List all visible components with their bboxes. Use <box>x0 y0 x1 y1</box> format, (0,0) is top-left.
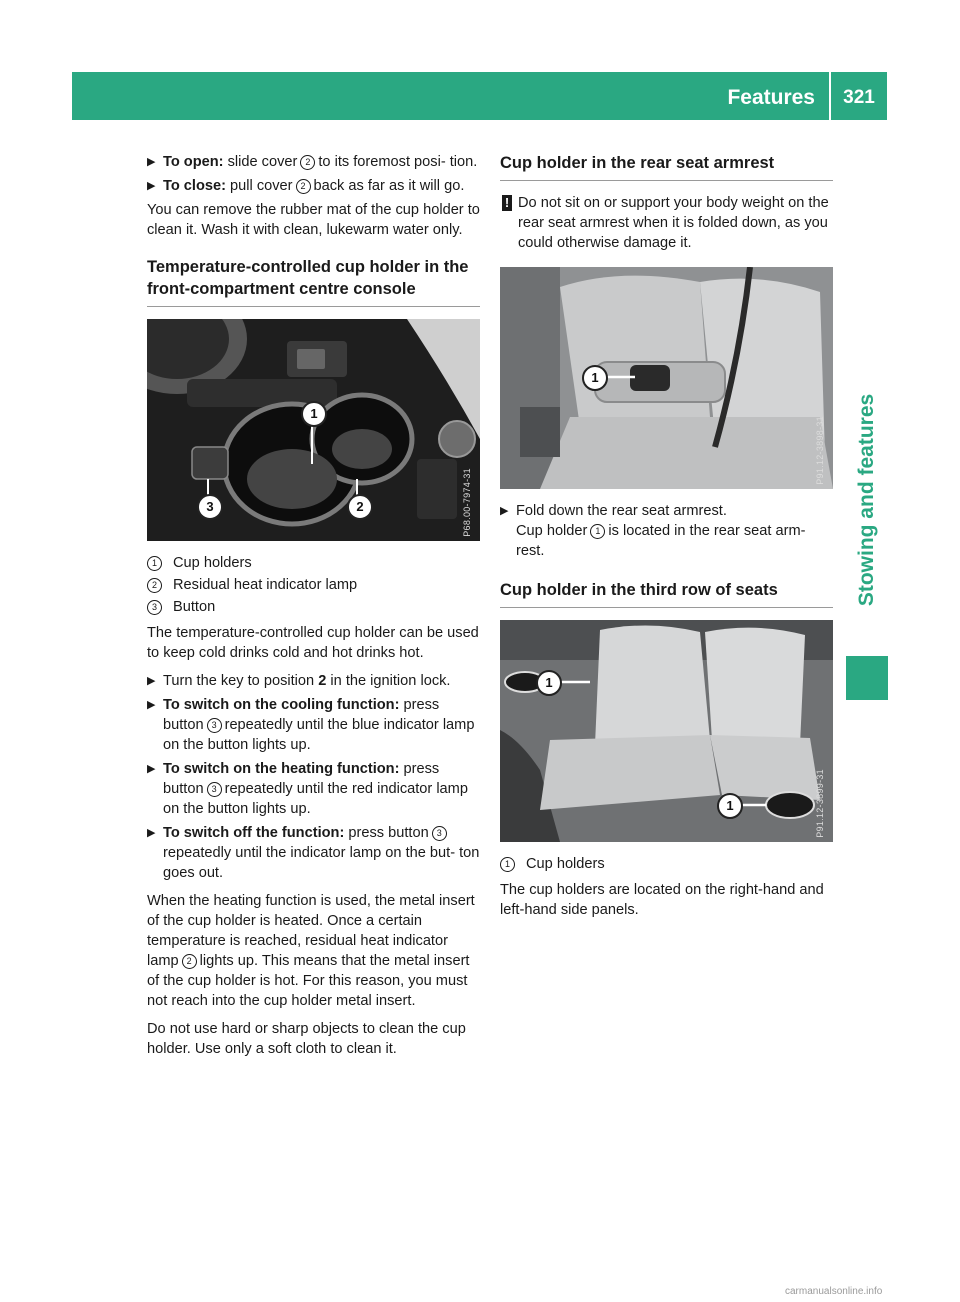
step-text: repeatedly until the indicator lamp on the but- ton goes out. <box>163 845 480 881</box>
rear-armrest-illustration <box>500 267 833 489</box>
step-cooling <box>147 695 480 755</box>
step-arrow-icon: ▶ <box>147 180 156 192</box>
callout-1: 1 <box>301 401 327 427</box>
step-label: 2 <box>318 673 327 689</box>
legend-item <box>147 597 480 617</box>
step-text: in the ignition lock. <box>330 673 451 689</box>
paragraph-text: lights up. This means that the metal insert of the cup holder is hot. For this reason, you must not reach into the cup holder metal insert. <box>147 953 470 1009</box>
callout-ref: 3 <box>432 826 447 841</box>
step-text: Fold down the rear seat armrest. <box>516 503 727 519</box>
paragraph-text: When the heating function is used, the metal insert of the cup holder is heated. Once a certain temperature is reached, residual heat indicator lamp <box>147 893 475 969</box>
side-tab <box>846 380 888 620</box>
step-arrow-icon: ▶ <box>147 675 156 687</box>
callout-ref: 2 <box>147 578 162 593</box>
step-switch-off <box>147 823 480 883</box>
callout-3: 3 <box>197 494 223 520</box>
step-text: press button <box>163 761 440 797</box>
step-arrow-icon: ▶ <box>147 156 156 168</box>
step-open <box>147 152 480 172</box>
callout-ref: 1 <box>590 524 605 539</box>
step-heating <box>147 759 480 819</box>
page-header <box>72 72 887 120</box>
photo-rear-armrest <box>500 267 833 489</box>
right-column <box>500 152 833 928</box>
step-label: To switch off the function: <box>163 825 345 841</box>
legend-item <box>147 553 480 573</box>
step-turn-key <box>147 671 480 691</box>
photo-code: P68.00-7974-31 <box>462 468 472 537</box>
callout-ref: 3 <box>147 600 162 615</box>
step-text: Turn the key to position <box>163 673 315 689</box>
step-text: to its foremost posi- tion. <box>318 154 478 170</box>
legend-label: Button <box>173 599 216 615</box>
warning-icon: ! <box>502 195 512 211</box>
legend-item <box>147 575 480 595</box>
callout-1: 1 <box>717 793 743 819</box>
paragraph-clean: Do not use hard or sharp objects to clean the cup holder. Use only a soft cloth to clean it. <box>147 1021 466 1057</box>
side-marker <box>846 656 888 700</box>
callout-ref: 2 <box>300 155 315 170</box>
step-text: repeatedly until the blue indicator lamp on the button lights up. <box>163 717 475 753</box>
warning-text: Do not sit on or support your body weight on the rear seat armrest when it is folded down, as you could otherwise damage it. <box>518 195 829 251</box>
heading-temperature-cup-holder: Temperature-controlled cup holder in the front-compartment centre console <box>147 256 480 307</box>
heading-rear-armrest: Cup holder in the rear seat armrest <box>500 152 833 181</box>
step-text: Cup holder <box>516 523 588 539</box>
third-row-illustration <box>500 620 833 842</box>
paragraph-remove-mat: You can remove the rubber mat of the cup holder to clean it. Wash it with clean, lukewarm water only. <box>147 202 480 238</box>
legend-label: Cup holders <box>173 555 252 571</box>
side-tab-label: Stowing and features <box>855 393 878 607</box>
page-number: 321 <box>843 87 875 108</box>
photo-third-row <box>500 620 833 842</box>
photo-centre-console <box>147 319 480 541</box>
callout-ref: 1 <box>147 556 162 571</box>
step-close <box>147 176 480 196</box>
callout-ref: 3 <box>207 782 222 797</box>
warning-note <box>500 193 833 253</box>
callout-ref: 3 <box>207 718 222 733</box>
callout-ref: 2 <box>182 954 197 969</box>
legend-label: Cup holders <box>526 856 605 872</box>
photo-code: P91.12-3899-31 <box>815 769 825 838</box>
step-label: To close: <box>163 178 226 194</box>
step-label: To open: <box>163 154 224 170</box>
callout-1: 1 <box>536 670 562 696</box>
step-fold-armrest <box>500 501 833 561</box>
paragraph-keep-temp: The temperature-controlled cup holder can be used to keep cold drinks cold and hot drinks hot. <box>147 625 479 661</box>
step-text: pull cover <box>230 178 293 194</box>
watermark: carmanualsonline.info <box>785 1286 883 1297</box>
step-text: repeatedly until the red indicator lamp on the button lights up. <box>163 781 468 817</box>
section-title: Features <box>727 86 815 109</box>
photo-code: P91.12-3898-31 <box>815 416 825 485</box>
step-label: To switch on the cooling function: <box>163 697 400 713</box>
step-label: To switch on the heating function: <box>163 761 400 777</box>
callout-2: 2 <box>347 494 373 520</box>
paragraph-heating <box>147 891 480 1011</box>
left-column <box>147 152 480 1067</box>
legend-label: Residual heat indicator lamp <box>173 577 358 593</box>
step-text: is located in the rear seat arm- rest. <box>516 523 806 559</box>
step-arrow-icon: ▶ <box>147 763 156 775</box>
callout-1: 1 <box>582 365 608 391</box>
step-text: slide cover <box>227 154 298 170</box>
paragraph-side-panels: The cup holders are located on the right-hand and left-hand side panels. <box>500 882 824 918</box>
step-text: back as far as it will go. <box>313 178 465 194</box>
legend-item <box>500 854 833 874</box>
callout-ref: 1 <box>500 857 515 872</box>
step-arrow-icon: ▶ <box>147 699 156 711</box>
step-text: press button <box>348 825 429 841</box>
callout-ref: 2 <box>296 179 311 194</box>
step-text: press button <box>163 697 440 733</box>
step-arrow-icon: ▶ <box>500 505 509 517</box>
heading-third-row: Cup holder in the third row of seats <box>500 579 833 608</box>
step-arrow-icon: ▶ <box>147 827 156 839</box>
